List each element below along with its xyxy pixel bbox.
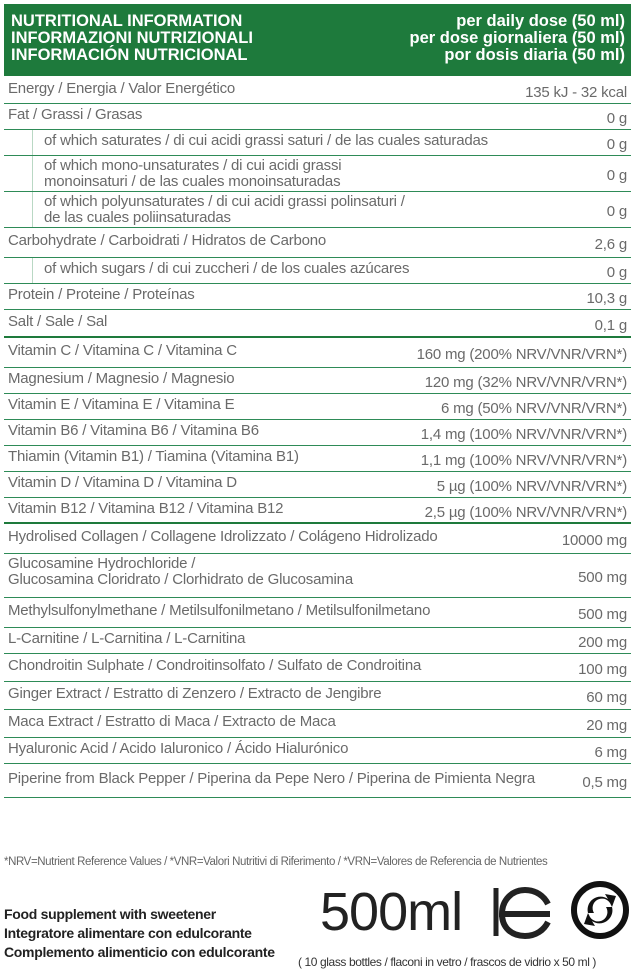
row-label-line: Vitamin C / Vitamina C / Vitamina C bbox=[8, 342, 237, 359]
table-row bbox=[4, 156, 631, 192]
row-label-line: Thiamin (Vitamin B1) / Tiamina (Vitamina B1) bbox=[8, 448, 299, 465]
row-label bbox=[44, 194, 405, 226]
row-label bbox=[8, 714, 336, 730]
table-row bbox=[4, 420, 631, 446]
row-value: 2,6 g bbox=[594, 236, 627, 253]
row-label bbox=[8, 771, 535, 787]
row-label bbox=[8, 449, 299, 465]
row-value: 0,5 mg bbox=[582, 774, 627, 791]
table-row bbox=[4, 472, 631, 498]
supplement-description bbox=[4, 905, 275, 962]
row-label bbox=[44, 261, 409, 277]
indent-guide bbox=[32, 192, 39, 227]
row-label bbox=[8, 603, 430, 619]
row-label-line: Energy / Energia / Valor Energético bbox=[8, 80, 236, 97]
row-label bbox=[44, 158, 341, 190]
row-label-line: Vitamin B6 / Vitamina B6 / Vitamina B6 bbox=[8, 422, 259, 439]
header-title-en: NUTRITIONAL INFORMATION bbox=[11, 12, 243, 30]
row-label-line: Fat / Grassi / Grasas bbox=[8, 106, 143, 123]
row-label-line: Vitamin B12 / Vitamina B12 / Vitamina B12 bbox=[8, 500, 284, 517]
nrv-footnote: *NRV=Nutrient Reference Values / *VNR=Valori Nutritivi di Riferimento / *VRN=Valores de Referencia de Nutrientes bbox=[4, 856, 548, 868]
header-title bbox=[11, 13, 253, 64]
table-row bbox=[4, 192, 631, 228]
header-dose-en: per daily dose (50 ml) bbox=[456, 12, 625, 30]
row-label bbox=[8, 397, 234, 413]
row-label-line: Chondroitin Sulphate / Condroitinsolfato / Sulfato de Condroitina bbox=[8, 657, 422, 674]
row-value: 10,3 g bbox=[586, 290, 627, 307]
row-value: 160 mg (200% NRV/VNR/VRN*) bbox=[416, 346, 627, 363]
row-value: 1,4 mg (100% NRV/VNR/VRN*) bbox=[420, 426, 627, 443]
table-row bbox=[4, 498, 631, 524]
row-value: 60 mg bbox=[586, 689, 627, 706]
supplement-line-en: Food supplement with sweetener bbox=[4, 906, 216, 922]
row-label-line: Maca Extract / Estratto di Maca / Extracto de Maca bbox=[8, 713, 336, 730]
row-value: 0 g bbox=[606, 110, 627, 127]
row-value: 135 kJ - 32 kcal bbox=[525, 84, 627, 101]
table-row bbox=[4, 654, 631, 682]
row-label-line: Salt / Sale / Sal bbox=[8, 313, 108, 330]
row-label bbox=[8, 686, 381, 702]
row-label bbox=[8, 741, 348, 757]
row-label bbox=[8, 529, 438, 545]
row-label-line: Methylsulfonylmethane / Metilsulfonilmetano / Metilsulfonilmetano bbox=[8, 602, 431, 619]
row-label bbox=[8, 287, 195, 303]
recycle-icon bbox=[570, 880, 630, 940]
header-title-es: INFORMACIÓN NUTRICIONAL bbox=[11, 46, 248, 64]
row-value: 120 mg (32% NRV/VNR/VRN*) bbox=[424, 374, 627, 391]
row-label bbox=[8, 107, 142, 123]
row-value: 0 g bbox=[606, 136, 627, 153]
table-row bbox=[4, 598, 631, 628]
table-row bbox=[4, 738, 631, 764]
table-row bbox=[4, 628, 631, 654]
row-label bbox=[8, 81, 235, 97]
row-label-line: Magnesium / Magnesio / Magnesio bbox=[8, 370, 235, 387]
estimated-sign-icon bbox=[492, 884, 556, 940]
row-value: 1,1 mg (100% NRV/VNR/VRN*) bbox=[420, 452, 627, 469]
row-label-line: de las cuales poliinsaturadas bbox=[44, 209, 231, 226]
row-label bbox=[8, 423, 259, 439]
row-value: 0 g bbox=[606, 264, 627, 281]
row-label-line: L-Carnitine / L-Carnitina / L-Carnitina bbox=[8, 630, 246, 647]
supplement-line-it: Integratore alimentare con edulcorante bbox=[4, 925, 252, 941]
row-value: 500 mg bbox=[578, 569, 627, 586]
row-label-line: Vitamin E / Vitamina E / Vitamina E bbox=[8, 396, 235, 413]
header-dose-es: por dosis diaria (50 ml) bbox=[444, 46, 625, 64]
row-label-line: Glucosamina Cloridrato / Clorhidrato de Glucosamina bbox=[8, 571, 353, 588]
row-label-line: Glucosamine Hydrochloride / bbox=[8, 555, 196, 572]
table-row bbox=[4, 446, 631, 472]
nutrition-table bbox=[4, 78, 631, 798]
table-row bbox=[4, 764, 631, 798]
row-value: 20 mg bbox=[586, 717, 627, 734]
table-row bbox=[4, 682, 631, 710]
row-value: 0 g bbox=[606, 167, 627, 184]
table-row bbox=[4, 284, 631, 310]
row-label bbox=[8, 233, 326, 249]
header-dose bbox=[410, 13, 625, 64]
row-label-line: of which saturates / di cui acidi grassi saturi / de las cuales saturadas bbox=[44, 132, 488, 149]
bottles-note: ( 10 glass bottles / flaconi in vetro / frascos de vidrio x 50 ml ) bbox=[298, 955, 597, 969]
row-value: 6 mg bbox=[594, 744, 627, 761]
row-label-line: Piperine from Black Pepper / Piperina da Pepe Nero / Piperina de Pimienta Negra bbox=[8, 770, 535, 787]
row-label bbox=[8, 475, 237, 491]
table-row bbox=[4, 258, 631, 284]
table-row bbox=[4, 368, 631, 394]
row-label-line: of which polyunsaturates / di cui acidi grassi polinsaturi / bbox=[44, 193, 405, 210]
row-value: 2,5 µg (100% NRV/VNR/VRN*) bbox=[424, 504, 627, 521]
row-label-line: Vitamin D / Vitamina D / Vitamina D bbox=[8, 474, 237, 491]
header-title-it: INFORMAZIONI NUTRIZIONALI bbox=[11, 29, 253, 47]
row-label-line: Carbohydrate / Carboidrati / Hidratos de Carbono bbox=[8, 232, 327, 249]
table-row bbox=[4, 310, 631, 338]
header-dose-it: per dose giornaliera (50 ml) bbox=[409, 29, 625, 47]
indent-guide bbox=[32, 130, 39, 155]
indent-guide bbox=[32, 258, 39, 283]
row-value: 6 mg (50% NRV/VNR/VRN*) bbox=[440, 400, 627, 417]
row-value: 100 mg bbox=[578, 661, 627, 678]
row-label-line: Protein / Proteine / Proteínas bbox=[8, 286, 195, 303]
row-label bbox=[44, 133, 488, 149]
row-value: 5 µg (100% NRV/VNR/VRN*) bbox=[436, 478, 627, 495]
row-value: 0,1 g bbox=[594, 317, 627, 334]
row-label-line: Hyaluronic Acid / Acido Ialuronico / Ácido Hialurónico bbox=[8, 740, 349, 757]
table-row bbox=[4, 710, 631, 738]
row-label-line: of which mono-unsaturates / di cui acidi grassi bbox=[44, 157, 342, 174]
row-label bbox=[8, 343, 237, 359]
indent-guide bbox=[32, 156, 39, 191]
row-label bbox=[8, 658, 421, 674]
table-row bbox=[4, 78, 631, 104]
supplement-line-es: Complemento alimenticio con edulcorante bbox=[4, 944, 275, 960]
row-label bbox=[8, 371, 234, 387]
row-label bbox=[8, 314, 107, 330]
row-label-line: Hydrolised Collagen / Collagene Idrolizzato / Colágeno Hidrolizado bbox=[8, 528, 438, 545]
row-value: 200 mg bbox=[578, 634, 627, 651]
volume-label: 500ml bbox=[320, 882, 463, 942]
table-row bbox=[4, 524, 631, 554]
row-value: 500 mg bbox=[578, 606, 627, 623]
table-row bbox=[4, 104, 631, 130]
table-row bbox=[4, 228, 631, 258]
table-row bbox=[4, 130, 631, 156]
row-label bbox=[8, 556, 353, 588]
row-label bbox=[8, 631, 245, 647]
row-value: 0 g bbox=[606, 203, 627, 220]
table-header bbox=[4, 4, 631, 76]
table-row bbox=[4, 394, 631, 420]
row-value: 10000 mg bbox=[561, 532, 627, 549]
table-row bbox=[4, 554, 631, 598]
table-row bbox=[4, 338, 631, 368]
row-label-line: Ginger Extract / Estratto di Zenzero / Extracto de Jengibre bbox=[8, 685, 382, 702]
row-label bbox=[8, 501, 283, 517]
row-label-line: of which sugars / di cui zuccheri / de los cuales azúcares bbox=[44, 260, 410, 277]
row-label-line: monoinsaturi / de las cuales monoinsaturadas bbox=[44, 173, 341, 190]
